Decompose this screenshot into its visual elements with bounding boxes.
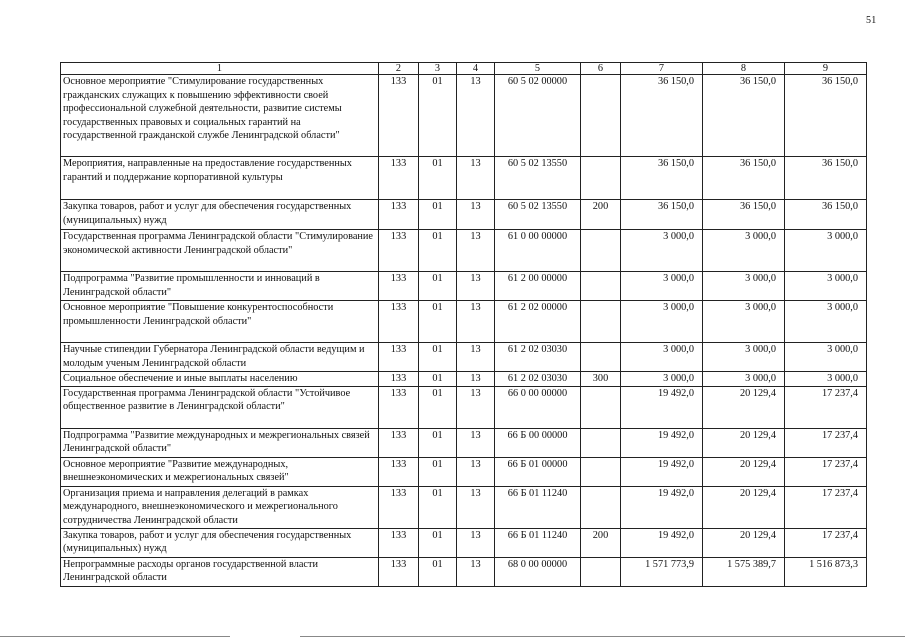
target-article-cell: 60 5 02 00000 <box>495 75 581 157</box>
expense-type-cell <box>581 386 621 428</box>
expense-name-cell: Закупка товаров, работ и услуг для обеспечения государственных (муниципальных) нужд <box>61 200 379 230</box>
target-article-cell: 68 0 00 00000 <box>495 557 581 586</box>
section-code-cell: 01 <box>419 428 457 457</box>
amount-cell: 3 000,0 <box>621 272 703 301</box>
expense-name-cell: Основное мероприятие "Развитие международных, внешнеэкономических и межрегиональных связей" <box>61 457 379 486</box>
ministry-code-cell: 133 <box>379 486 419 528</box>
subsection-code-cell: 13 <box>457 75 495 157</box>
expense-type-cell <box>581 230 621 272</box>
amount-cell: 19 492,0 <box>621 528 703 557</box>
subsection-code-cell: 13 <box>457 557 495 586</box>
amount-cell: 36 150,0 <box>621 157 703 200</box>
subsection-code-cell: 13 <box>457 428 495 457</box>
amount-cell: 36 150,0 <box>621 75 703 157</box>
section-code-cell: 01 <box>419 372 457 387</box>
amount-cell: 1 575 389,7 <box>703 557 785 586</box>
amount-cell: 17 237,4 <box>785 486 867 528</box>
amount-cell: 3 000,0 <box>703 372 785 387</box>
target-article-cell: 61 2 02 00000 <box>495 301 581 343</box>
budget-table <box>60 62 867 587</box>
subsection-code-cell: 13 <box>457 528 495 557</box>
subsection-code-cell: 13 <box>457 372 495 387</box>
amount-cell: 3 000,0 <box>785 301 867 343</box>
subsection-code-cell: 13 <box>457 457 495 486</box>
column-header: 2 <box>379 63 419 75</box>
section-code-cell: 01 <box>419 343 457 372</box>
table-row <box>61 372 867 387</box>
subsection-code-cell: 13 <box>457 486 495 528</box>
table-row <box>61 200 867 230</box>
section-code-cell: 01 <box>419 272 457 301</box>
amount-cell: 17 237,4 <box>785 457 867 486</box>
amount-cell: 20 129,4 <box>703 528 785 557</box>
amount-cell: 3 000,0 <box>785 372 867 387</box>
column-header: 4 <box>457 63 495 75</box>
table-row <box>61 428 867 457</box>
expense-type-cell <box>581 457 621 486</box>
amount-cell: 19 492,0 <box>621 457 703 486</box>
table-row <box>61 157 867 200</box>
expense-name-cell: Государственная программа Ленинградской области "Стимулирование экономической активности Ленинградской области" <box>61 230 379 272</box>
column-header: 1 <box>61 63 379 75</box>
amount-cell: 19 492,0 <box>621 386 703 428</box>
amount-cell: 36 150,0 <box>785 75 867 157</box>
ministry-code-cell: 133 <box>379 272 419 301</box>
target-article-cell: 66 Б 01 11240 <box>495 528 581 557</box>
amount-cell: 3 000,0 <box>785 272 867 301</box>
target-article-cell: 66 0 00 00000 <box>495 386 581 428</box>
amount-cell: 3 000,0 <box>703 272 785 301</box>
section-code-cell: 01 <box>419 457 457 486</box>
footer-rule-right <box>300 636 905 637</box>
section-code-cell: 01 <box>419 557 457 586</box>
expense-type-cell: 200 <box>581 200 621 230</box>
column-header: 6 <box>581 63 621 75</box>
expense-type-cell <box>581 428 621 457</box>
amount-cell: 36 150,0 <box>703 200 785 230</box>
expense-name-cell: Научные стипендии Губернатора Ленинградской области ведущим и молодым ученым Ленинградской области <box>61 343 379 372</box>
target-article-cell: 61 2 02 03030 <box>495 372 581 387</box>
expense-name-cell: Подпрограмма "Развитие промышленности и инноваций в Ленинградской области" <box>61 272 379 301</box>
amount-cell: 20 129,4 <box>703 428 785 457</box>
section-code-cell: 01 <box>419 75 457 157</box>
amount-cell: 3 000,0 <box>621 372 703 387</box>
amount-cell: 1 571 773,9 <box>621 557 703 586</box>
column-header: 8 <box>703 63 785 75</box>
expense-type-cell <box>581 272 621 301</box>
ministry-code-cell: 133 <box>379 386 419 428</box>
target-article-cell: 61 0 00 00000 <box>495 230 581 272</box>
section-code-cell: 01 <box>419 486 457 528</box>
subsection-code-cell: 13 <box>457 157 495 200</box>
table-row <box>61 75 867 157</box>
expense-type-cell <box>581 486 621 528</box>
expense-type-cell <box>581 301 621 343</box>
target-article-cell: 61 2 00 00000 <box>495 272 581 301</box>
amount-cell: 3 000,0 <box>621 301 703 343</box>
column-header: 9 <box>785 63 867 75</box>
expense-type-cell <box>581 343 621 372</box>
expense-name-cell: Организация приема и направления делегаций в рамках международного, внешнеэкономического и межрегионального сотрудничества Ленинградской области <box>61 486 379 528</box>
amount-cell: 17 237,4 <box>785 386 867 428</box>
expense-type-cell: 200 <box>581 528 621 557</box>
expense-type-cell <box>581 75 621 157</box>
ministry-code-cell: 133 <box>379 372 419 387</box>
target-article-cell: 60 5 02 13550 <box>495 157 581 200</box>
table-row <box>61 301 867 343</box>
amount-cell: 1 516 873,3 <box>785 557 867 586</box>
subsection-code-cell: 13 <box>457 386 495 428</box>
target-article-cell: 66 Б 00 00000 <box>495 428 581 457</box>
ministry-code-cell: 133 <box>379 75 419 157</box>
section-code-cell: 01 <box>419 200 457 230</box>
subsection-code-cell: 13 <box>457 301 495 343</box>
amount-cell: 19 492,0 <box>621 428 703 457</box>
section-code-cell: 01 <box>419 230 457 272</box>
column-header: 7 <box>621 63 703 75</box>
expense-name-cell: Непрограммные расходы органов государственной власти Ленинградской области <box>61 557 379 586</box>
expense-name-cell: Основное мероприятие "Стимулирование государственных гражданских служащих к повышению эффективности своей профессиональной служебной деятельности, развитие системы государственных правовых и социальных гарантий на государственной гражданской службе Ленинградской области" <box>61 75 379 157</box>
amount-cell: 19 492,0 <box>621 486 703 528</box>
table-row <box>61 528 867 557</box>
amount-cell: 17 237,4 <box>785 528 867 557</box>
expense-name-cell: Основное мероприятие "Повышение конкурентоспособности промышленности Ленинградской области" <box>61 301 379 343</box>
table-row <box>61 272 867 301</box>
ministry-code-cell: 133 <box>379 457 419 486</box>
table-row <box>61 457 867 486</box>
page-number: 51 <box>866 15 877 26</box>
column-header: 5 <box>495 63 581 75</box>
amount-cell: 3 000,0 <box>703 343 785 372</box>
section-code-cell: 01 <box>419 301 457 343</box>
expense-type-cell: 300 <box>581 372 621 387</box>
amount-cell: 36 150,0 <box>785 200 867 230</box>
ministry-code-cell: 133 <box>379 343 419 372</box>
column-number-header-row <box>61 63 867 75</box>
amount-cell: 3 000,0 <box>703 230 785 272</box>
table-row <box>61 343 867 372</box>
amount-cell: 3 000,0 <box>785 343 867 372</box>
section-code-cell: 01 <box>419 386 457 428</box>
expense-type-cell <box>581 557 621 586</box>
expense-type-cell <box>581 157 621 200</box>
amount-cell: 20 129,4 <box>703 486 785 528</box>
subsection-code-cell: 13 <box>457 200 495 230</box>
ministry-code-cell: 133 <box>379 230 419 272</box>
subsection-code-cell: 13 <box>457 272 495 301</box>
subsection-code-cell: 13 <box>457 343 495 372</box>
table-row <box>61 386 867 428</box>
section-code-cell: 01 <box>419 157 457 200</box>
expense-name-cell: Закупка товаров, работ и услуг для обеспечения государственных (муниципальных) нужд <box>61 528 379 557</box>
amount-cell: 20 129,4 <box>703 386 785 428</box>
section-code-cell: 01 <box>419 528 457 557</box>
ministry-code-cell: 133 <box>379 157 419 200</box>
footer-rule-left <box>0 636 230 637</box>
amount-cell: 36 150,0 <box>621 200 703 230</box>
amount-cell: 3 000,0 <box>621 343 703 372</box>
target-article-cell: 61 2 02 03030 <box>495 343 581 372</box>
ministry-code-cell: 133 <box>379 428 419 457</box>
target-article-cell: 66 Б 01 00000 <box>495 457 581 486</box>
ministry-code-cell: 133 <box>379 528 419 557</box>
subsection-code-cell: 13 <box>457 230 495 272</box>
target-article-cell: 66 Б 01 11240 <box>495 486 581 528</box>
amount-cell: 36 150,0 <box>703 157 785 200</box>
target-article-cell: 60 5 02 13550 <box>495 200 581 230</box>
table-row <box>61 557 867 586</box>
amount-cell: 3 000,0 <box>621 230 703 272</box>
amount-cell: 20 129,4 <box>703 457 785 486</box>
expense-name-cell: Государственная программа Ленинградской области "Устойчивое общественное развитие в Ленинградской области" <box>61 386 379 428</box>
table-row <box>61 486 867 528</box>
column-header: 3 <box>419 63 457 75</box>
amount-cell: 17 237,4 <box>785 428 867 457</box>
expense-name-cell: Подпрограмма "Развитие международных и межрегиональных связей Ленинградской области" <box>61 428 379 457</box>
amount-cell: 36 150,0 <box>785 157 867 200</box>
amount-cell: 3 000,0 <box>785 230 867 272</box>
table-row <box>61 230 867 272</box>
ministry-code-cell: 133 <box>379 301 419 343</box>
expense-name-cell: Социальное обеспечение и иные выплаты населению <box>61 372 379 387</box>
amount-cell: 3 000,0 <box>703 301 785 343</box>
expense-name-cell: Мероприятия, направленные на предоставление государственных гарантий и поддержание корпоративной культуры <box>61 157 379 200</box>
ministry-code-cell: 133 <box>379 200 419 230</box>
ministry-code-cell: 133 <box>379 557 419 586</box>
amount-cell: 36 150,0 <box>703 75 785 157</box>
